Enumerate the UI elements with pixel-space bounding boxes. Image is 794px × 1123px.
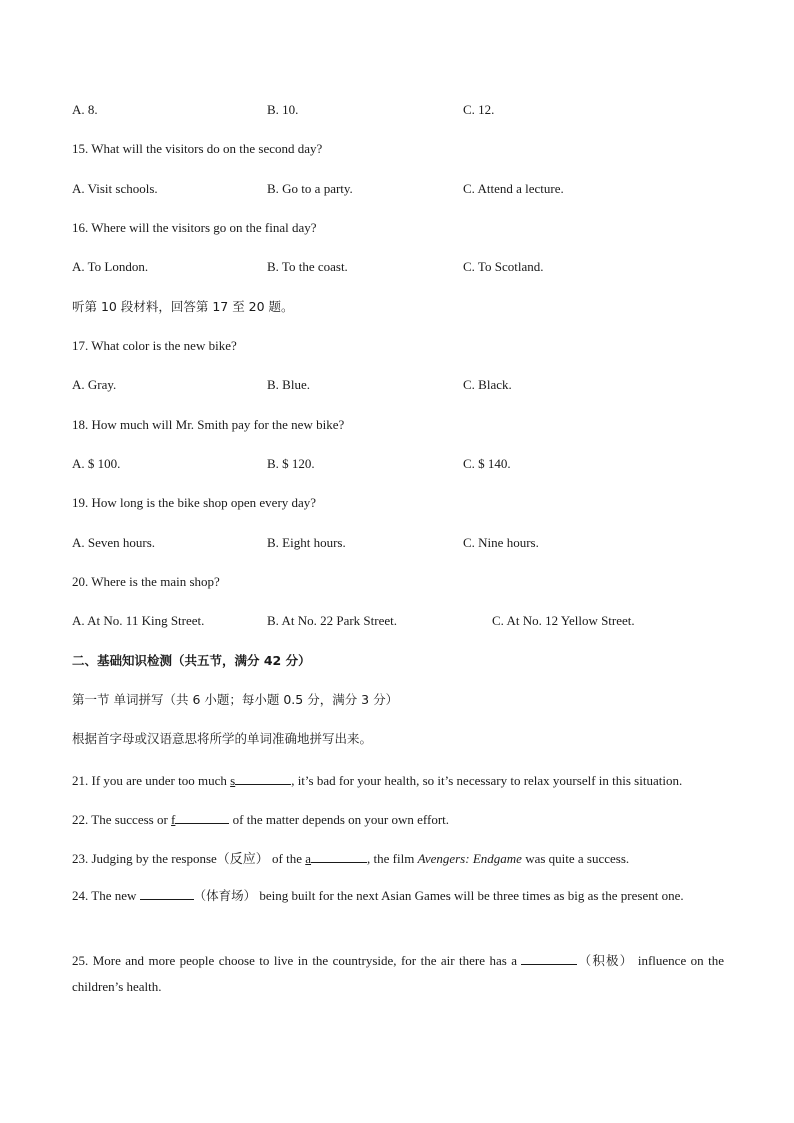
q15-option-c[interactable]: C. Attend a lecture. — [463, 181, 564, 196]
q24-text-before: 24. The new — [72, 888, 140, 903]
q16-question: 16. Where will the visitors go on the final day? — [72, 220, 317, 235]
q23-text-after-a: , the film — [367, 851, 418, 866]
section10-instruction: 听第 10 段材料，回答第 17 至 20 题。 — [72, 299, 294, 314]
q18-option-a[interactable]: A. $ 100. — [72, 456, 121, 471]
q18-option-b[interactable]: B. $ 120. — [267, 456, 315, 471]
q25-blank[interactable] — [521, 950, 577, 965]
section1-heading: 第一节 单词拼写（共 6 小题；每小题 0.5 分，满分 3 分） — [72, 692, 399, 707]
q24-chinese-hint: （体育场） — [193, 888, 257, 903]
q22-text-before: 22. The success or — [72, 812, 172, 827]
q16-option-c[interactable]: C. To Scotland. — [463, 259, 544, 274]
q20-question: 20. Where is the main shop? — [72, 574, 220, 589]
q25-chinese-hint: （积极） — [577, 953, 634, 968]
q20-options — [72, 612, 724, 630]
q21-text-after: , it’s bad for your health, so it’s necessary to relax yourself in this situation. — [291, 773, 683, 788]
q25-text-after: influence on the children’s health. — [72, 953, 724, 994]
q22-blank[interactable] — [175, 809, 229, 824]
q17-option-a[interactable]: A. Gray. — [72, 377, 117, 392]
q25-text-before: 25. More and more people choose to live in the countryside, for the air there has a — [72, 953, 522, 968]
q19-option-b[interactable]: B. Eight hours. — [267, 535, 346, 550]
q19-options — [72, 534, 724, 552]
q17-question: 17. What color is the new bike? — [72, 338, 237, 353]
q15-options — [72, 180, 724, 198]
q20-option-c[interactable]: C. At No. 12 Yellow Street. — [492, 613, 635, 628]
q24-blank[interactable] — [140, 885, 194, 900]
q19-question: 19. How long is the bike shop open every day? — [72, 495, 317, 510]
q15-question: 15. What will the visitors do on the second day? — [72, 141, 323, 156]
q25 — [72, 948, 724, 1000]
q23 — [72, 848, 724, 868]
q15-option-b[interactable]: B. Go to a party. — [267, 181, 353, 196]
q17-option-c[interactable]: C. Black. — [463, 377, 512, 392]
q21 — [72, 770, 724, 790]
q21-initial-letter: s — [230, 773, 236, 788]
q17-options — [72, 376, 724, 394]
q23-blank[interactable] — [311, 848, 367, 863]
q21-text-before: 21. If you are under too much — [72, 773, 231, 788]
q23-film-title: Avengers: Endgame — [417, 851, 522, 866]
q18-option-c[interactable]: C. $ 140. — [463, 456, 511, 471]
q22 — [72, 809, 724, 829]
q24-text-after: being built for the next Asian Games will be three times as big as the present one. — [256, 888, 684, 903]
q18-question: 18. How much will Mr. Smith pay for the new bike? — [72, 417, 345, 432]
q20-option-b[interactable]: B. At No. 22 Park Street. — [267, 613, 397, 628]
q16-option-b[interactable]: B. To the coast. — [267, 259, 348, 274]
q22-initial-letter: f — [171, 812, 176, 827]
q18-options — [72, 455, 724, 473]
q14-option-c[interactable]: C. 12. — [463, 102, 495, 117]
q20-option-a[interactable]: A. At No. 11 King Street. — [72, 613, 205, 628]
part2-heading: 二、基础知识检测（共五节，满分 42 分） — [72, 653, 311, 668]
q16-option-a[interactable]: A. To London. — [72, 259, 149, 274]
section1-instruction: 根据首字母或汉语意思将所学的单词准确地拼写出来。 — [72, 731, 373, 746]
q14-option-a[interactable]: A. 8. — [72, 102, 98, 117]
q22-text-after: of the matter depends on your own effort. — [229, 812, 450, 827]
q23-text-after-b: was quite a success. — [521, 851, 630, 866]
q14-option-b[interactable]: B. 10. — [267, 102, 299, 117]
q17-option-b[interactable]: B. Blue. — [267, 377, 310, 392]
q14-options — [72, 101, 724, 119]
q23-initial-letter: a — [305, 851, 312, 866]
q15-option-a[interactable]: A. Visit schools. — [72, 181, 158, 196]
q19-option-c[interactable]: C. Nine hours. — [463, 535, 539, 550]
q21-blank[interactable] — [235, 770, 291, 785]
q16-options — [72, 258, 724, 276]
q23-text-before: 23. Judging by the response（反应） of the — [72, 851, 306, 866]
q24 — [72, 883, 724, 909]
q19-option-a[interactable]: A. Seven hours. — [72, 535, 156, 550]
